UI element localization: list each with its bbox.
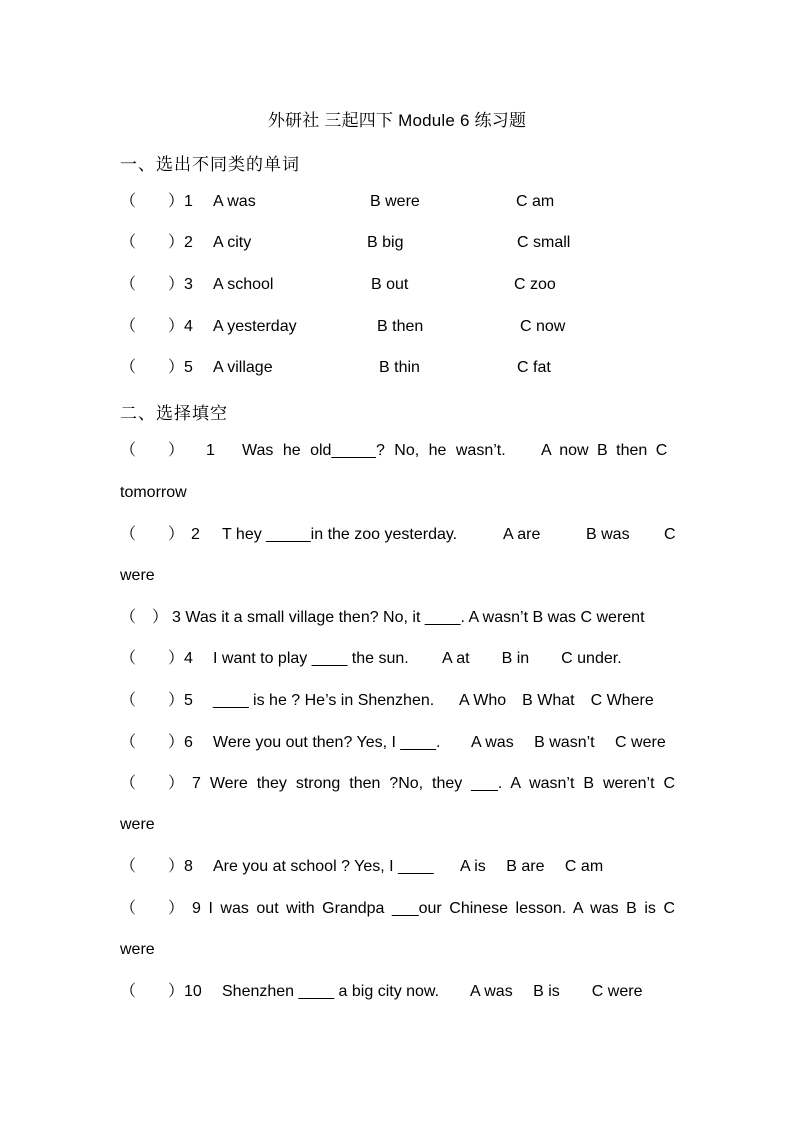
question-number: 2	[191, 526, 200, 543]
question-text: Are you at school ? Yes, I ____	[213, 858, 434, 875]
question-text: I want to play ____ the sun.	[213, 650, 409, 667]
answer-paren: （ ）	[120, 442, 185, 459]
option-b: B were	[370, 193, 420, 210]
answer-paren: （ ）	[120, 609, 169, 626]
question-number: 4	[184, 650, 193, 667]
option-a: A village	[213, 359, 273, 376]
item-number: 3	[184, 276, 193, 293]
s2-question-7	[120, 774, 675, 794]
answer-paren: （ ）	[120, 983, 185, 1000]
option-c: C zoo	[514, 276, 556, 293]
s2-question-7-continued: were	[120, 816, 155, 833]
question-options: A now B then C	[541, 442, 668, 459]
answer-paren: （ ）	[120, 900, 185, 917]
question-text: 7 Were they strong then ?No, they ___. A wasn’t B weren’t C	[192, 775, 675, 792]
answer-paren: （ ）	[120, 359, 185, 376]
question-text: 9 I was out with Grandpa ___our Chinese lesson. A was B is C	[192, 900, 675, 917]
option-b: B then	[377, 318, 424, 335]
answer-paren: （ ）	[120, 775, 185, 792]
answer-paren: （ ）	[120, 526, 185, 543]
s2-question-9	[120, 899, 675, 919]
question-number: 1	[206, 442, 215, 459]
option-c: C fat	[517, 359, 551, 376]
answer-paren: （ ）	[120, 276, 185, 293]
answer-paren: （ ）	[120, 650, 185, 667]
option-c: C small	[517, 234, 571, 251]
question-text: T hey _____in the zoo yesterday.	[222, 526, 458, 543]
question-text: ____ is he ? He’s in Shenzhen.	[213, 692, 435, 709]
option-a: A city	[213, 234, 252, 251]
question-number: 5	[184, 692, 193, 709]
question-text: Were you out then? Yes, I ____.	[213, 734, 441, 751]
s2-question-1-continued: tomorrow	[120, 484, 187, 501]
question-text: Was he old_____? No, he wasn’t.	[242, 442, 506, 459]
option-c: C am	[516, 193, 555, 210]
question-number: 10	[184, 983, 202, 1000]
question-options: A was B is C were	[470, 983, 643, 1000]
s2-question-2-continued: were	[120, 567, 155, 584]
option-c: C	[664, 526, 676, 543]
section-2-heading: 二、选择填空	[120, 404, 228, 423]
answer-paren: （ ）	[120, 193, 185, 210]
option-c: C now	[520, 318, 566, 335]
option-b: B out	[371, 276, 409, 293]
question-options: A is B are C am	[460, 858, 604, 875]
option-a: A school	[213, 276, 274, 293]
option-a: A are	[503, 526, 541, 543]
page-title: 外研社 三起四下 Module 6 练习题	[267, 111, 527, 130]
answer-paren: （ ）	[120, 318, 185, 335]
question-number: 8	[184, 858, 193, 875]
question-options: A was B wasn’t C were	[471, 734, 666, 751]
answer-paren: （ ）	[120, 858, 185, 875]
option-b: B was	[586, 526, 630, 543]
answer-paren: （ ）	[120, 734, 185, 751]
option-a: A yesterday	[213, 318, 297, 335]
item-number: 2	[184, 234, 193, 251]
answer-paren: （ ）	[120, 234, 185, 251]
question-text: Shenzhen ____ a big city now.	[222, 983, 440, 1000]
option-a: A was	[213, 193, 256, 210]
question-number: 6	[184, 734, 193, 751]
item-number: 4	[184, 318, 193, 335]
item-number: 5	[184, 359, 193, 376]
option-b: B thin	[379, 359, 420, 376]
question-text: 3 Was it a small village then? No, it ____. A wasn’t B was C werent	[172, 609, 645, 626]
option-b: B big	[367, 234, 404, 251]
section-1-heading: 一、选出不同类的单词	[120, 155, 300, 174]
s2-question-9-continued: were	[120, 941, 155, 958]
question-options: A Who B What C Where	[459, 692, 654, 709]
question-options: A at B in C under.	[442, 650, 622, 667]
answer-paren: （ ）	[120, 692, 185, 709]
item-number: 1	[184, 193, 193, 210]
